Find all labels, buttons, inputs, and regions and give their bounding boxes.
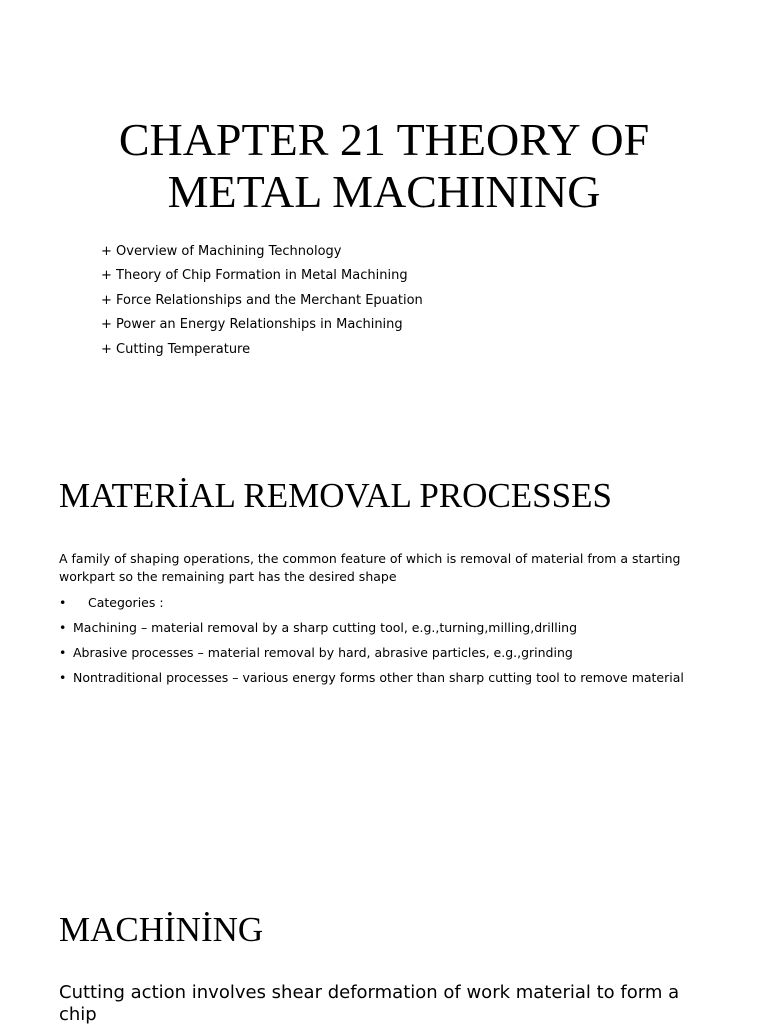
topic-item: + Cutting Temperature xyxy=(101,341,251,357)
topic-item: + Theory of Chip Formation in Metal Machining xyxy=(101,268,408,284)
list-item xyxy=(59,640,684,665)
machining-description: Cutting action involves shear deformation of work material to form a chip xyxy=(59,982,680,1025)
machining-title: MACHİNİNG xyxy=(59,910,264,949)
bullet-icon: • xyxy=(59,620,67,635)
chapter-title-line-1: CHAPTER 21 THEORY OF xyxy=(118,114,650,165)
list-item-text: Nontraditional processes – various energy forms other than sharp cutting tool to remove material xyxy=(73,670,684,685)
topic-item: + Power an Energy Relationships in Machining xyxy=(101,317,403,333)
bullet-icon: • xyxy=(59,670,67,685)
slide-chapter-title xyxy=(0,0,768,440)
list-item-text: Categories : xyxy=(88,595,164,610)
list-item-text: Abrasive processes – material removal by hard, abrasive particles, e.g.,grinding xyxy=(73,645,573,660)
topic-item: + Force Relationships and the Merchant Epuation xyxy=(101,292,423,308)
slide-machining xyxy=(0,880,768,1024)
list-item xyxy=(59,615,684,640)
topic-item: + Overview of Machining Technology xyxy=(101,244,342,259)
list-item xyxy=(59,590,684,615)
chapter-title-line-2: METAL MACHINING xyxy=(167,166,601,217)
list-item-text: Machining – material removal by a sharp cutting tool, e.g.,turning,milling,drilling xyxy=(73,620,578,635)
chapter-title xyxy=(0,114,768,218)
topic-list xyxy=(101,240,423,362)
material-removal-title: MATERİAL REMOVAL PROCESSES xyxy=(59,476,612,515)
process-list xyxy=(59,590,684,690)
bullet-icon: • xyxy=(59,595,67,610)
slide-material-removal xyxy=(0,440,768,880)
bullet-icon: • xyxy=(59,645,67,660)
material-removal-intro: A family of shaping operations, the common feature of which is removal of material from a starting workpart so the remaining part has the desired shape xyxy=(59,551,681,584)
list-item xyxy=(59,665,684,690)
